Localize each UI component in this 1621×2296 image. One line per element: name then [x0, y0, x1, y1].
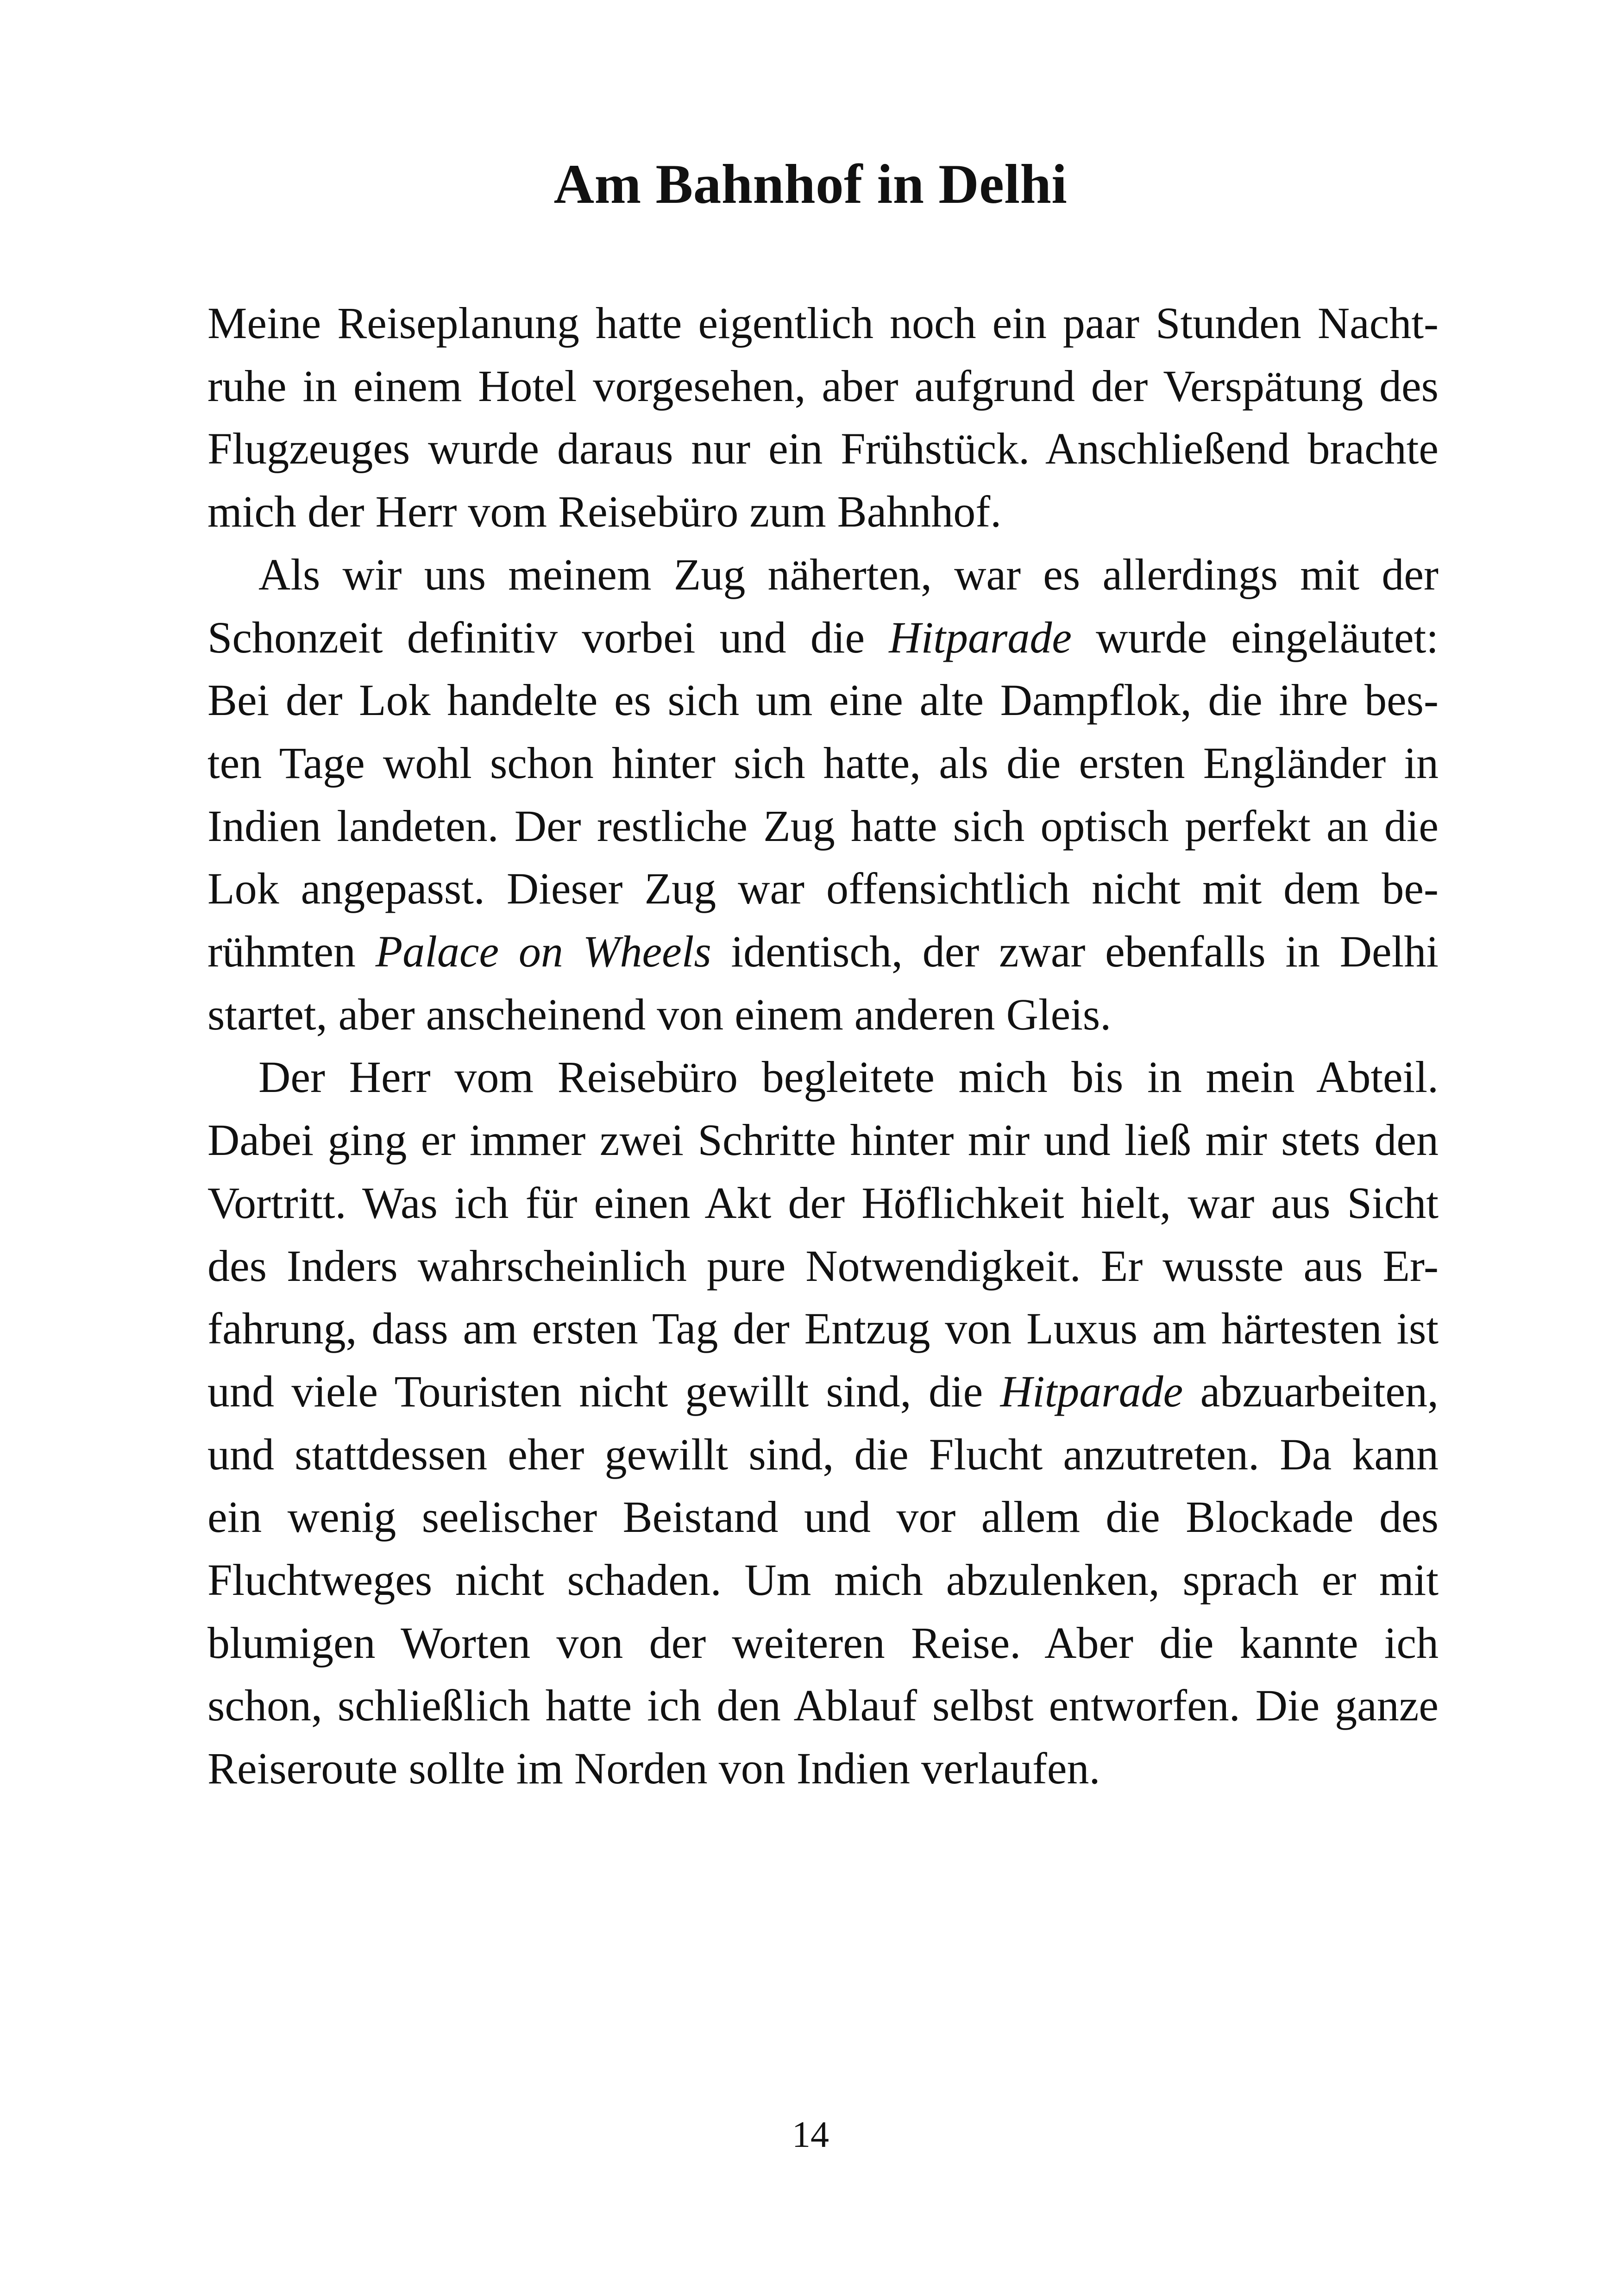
text-run: ein wenig seelischer Beistand und vor allem die Blockade des — [207, 1492, 1439, 1542]
text-line — [207, 1423, 1439, 1486]
italic-phrase: Palace on Wheels — [375, 927, 711, 977]
text-line — [207, 920, 1439, 983]
text-run: Vortritt. Was ich für einen Akt der Höflichkeit hielt, war aus Sicht — [207, 1178, 1439, 1228]
text-run: Dabei ging er immer zwei Schritte hinter mir und ließ mir stets den — [207, 1115, 1439, 1165]
text-line — [207, 732, 1439, 795]
text-run: Fluchtweges nicht schaden. Um mich abzulenken, sprach er mit — [207, 1555, 1439, 1605]
text-run: des Inders wahrscheinlich pure Notwendigkeit. Er wusste aus Er- — [207, 1241, 1439, 1291]
text-run: Flugzeuges wurde daraus nur ein Frühstück. Anschließend brachte — [207, 424, 1439, 474]
text-line — [207, 1172, 1439, 1235]
paragraph — [207, 292, 1439, 543]
text-run: Indien landeten. Der restliche Zug hatte sich optisch perfekt an die — [207, 801, 1439, 851]
text-line — [207, 480, 1439, 543]
text-run: startet, aber anscheinend von einem anderen Gleis. — [207, 989, 1112, 1039]
page-number: 14 — [792, 2114, 829, 2155]
paragraph — [207, 1046, 1439, 1800]
chapter-body — [207, 292, 1439, 1800]
text-run: ruhe in einem Hotel vorgesehen, aber aufgrund der Verspätung des — [207, 361, 1439, 411]
text-line — [207, 543, 1439, 606]
text-line — [207, 795, 1439, 858]
text-line — [207, 1486, 1439, 1549]
text-run: blumigen Worten von der weiteren Reise. Aber die kannte ich — [207, 1618, 1439, 1668]
text-run: mich der Herr vom Reisebüro zum Bahnhof. — [207, 487, 1002, 537]
text-line — [207, 1109, 1439, 1172]
text-run: identisch, der zwar ebenfalls in Delhi — [711, 927, 1439, 977]
text-run: Als wir uns meinem Zug näherten, war es allerdings mit der — [258, 549, 1439, 599]
text-run: Reiseroute sollte im Norden von Indien verlaufen. — [207, 1744, 1100, 1794]
text-line — [207, 1235, 1439, 1298]
text-line — [207, 1612, 1439, 1675]
text-run: schon, schließlich hatte ich den Ablauf selbst entworfen. Die ganze — [207, 1681, 1439, 1731]
text-line — [207, 1297, 1439, 1360]
text-line — [207, 355, 1439, 418]
text-line — [207, 857, 1439, 920]
chapter-title: Am Bahnhof in Delhi — [553, 153, 1068, 215]
text-line — [207, 669, 1439, 732]
text-line — [207, 1737, 1439, 1800]
italic-phrase: Hitparade — [889, 612, 1072, 662]
text-run: fahrung, dass am ersten Tag der Entzug von Luxus am härtesten ist — [207, 1304, 1439, 1354]
text-line — [207, 292, 1439, 355]
paragraph — [207, 543, 1439, 1046]
text-run: rühmten — [207, 927, 376, 977]
text-run: und viele Touristen nicht gewillt sind, die — [207, 1366, 1000, 1416]
text-line — [207, 983, 1439, 1046]
text-line — [207, 1360, 1439, 1423]
text-line — [207, 1046, 1439, 1109]
text-run: wurde eingeläutet: — [1071, 612, 1439, 662]
text-run: Lok angepasst. Dieser Zug war offensichtlich nicht mit dem be- — [207, 864, 1439, 914]
text-line — [207, 1549, 1439, 1612]
text-run: Meine Reiseplanung hatte eigentlich noch ein paar Stunden Nacht- — [207, 298, 1439, 348]
text-run: abzuarbeiten, — [1183, 1366, 1439, 1416]
text-run: Der Herr vom Reisebüro begleitete mich bis in mein Abteil. — [258, 1052, 1439, 1102]
text-line — [207, 1674, 1439, 1737]
text-line — [207, 606, 1439, 669]
text-run: ten Tage wohl schon hinter sich hatte, als die ersten Engländer in — [207, 738, 1439, 788]
text-run: Bei der Lok handelte es sich um eine alte Dampflok, die ihre bes- — [207, 675, 1439, 725]
text-line — [207, 417, 1439, 480]
text-run: Schonzeit definitiv vorbei und die — [207, 612, 889, 662]
italic-phrase: Hitparade — [1000, 1366, 1183, 1416]
text-run: und stattdessen eher gewillt sind, die Flucht anzutreten. Da kann — [207, 1429, 1439, 1479]
